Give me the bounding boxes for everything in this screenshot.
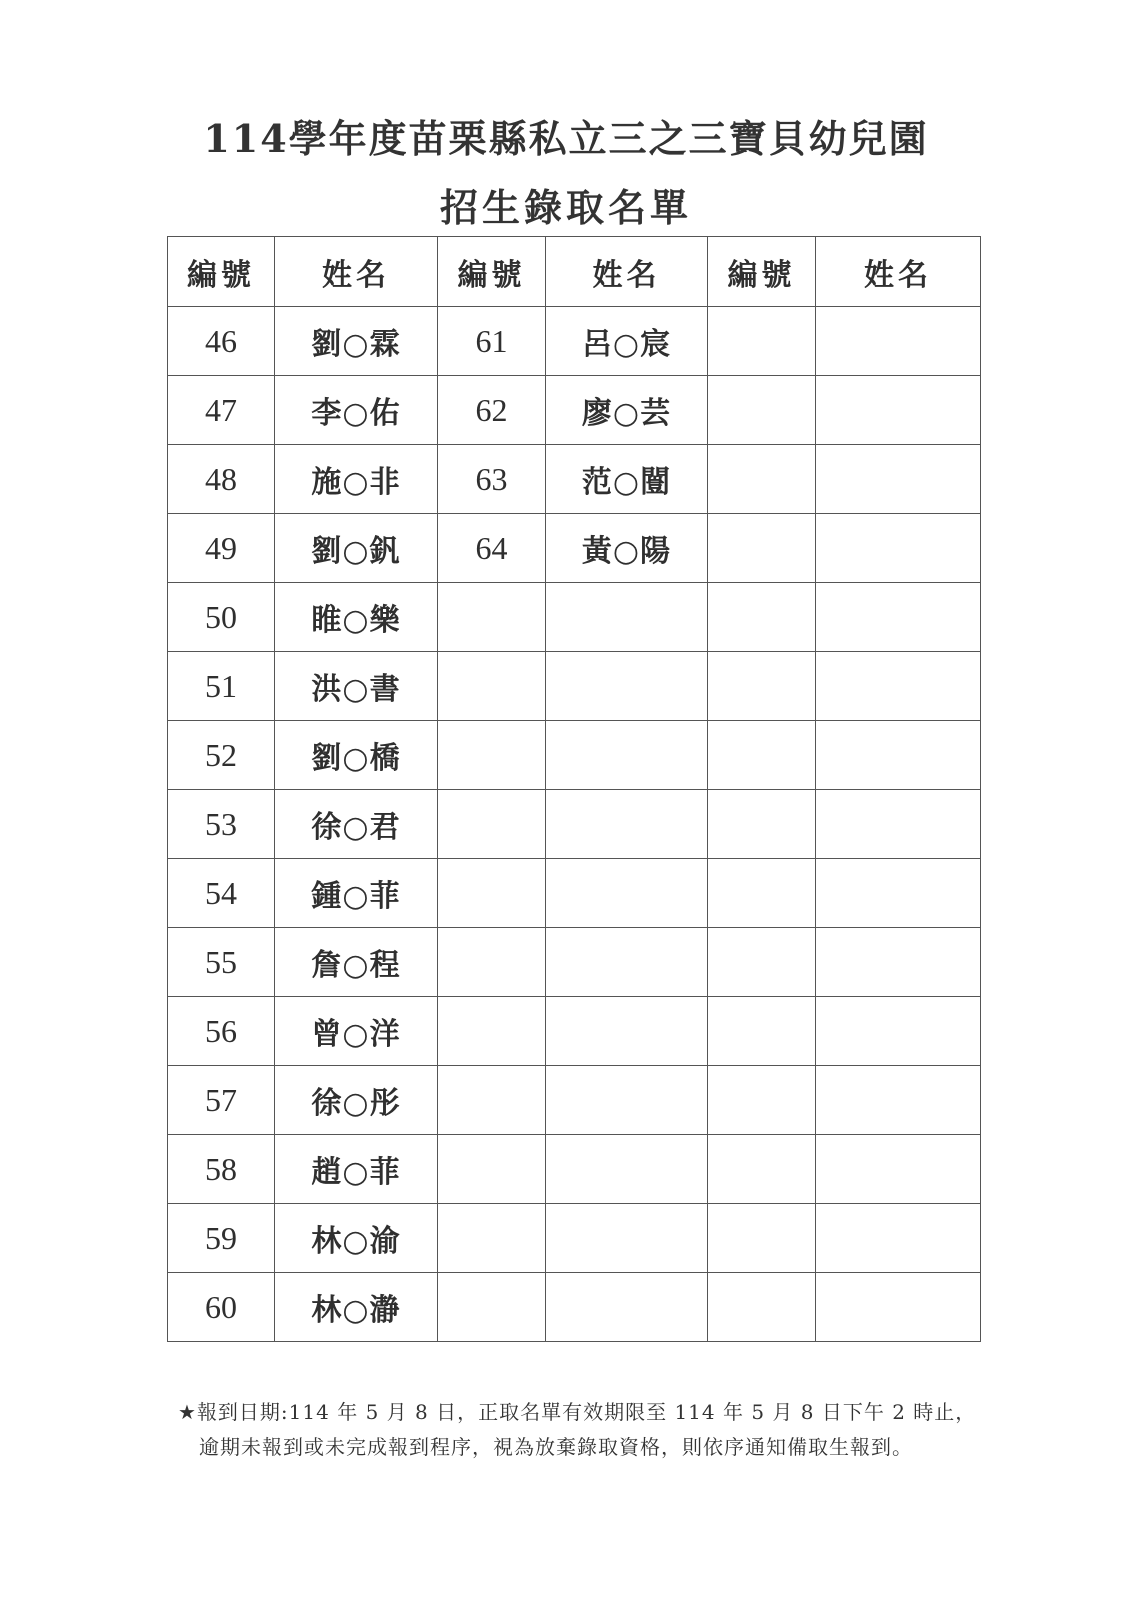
header-number-3: 編號: [708, 237, 816, 307]
cell-name: [816, 514, 981, 583]
cell-name: 呂○宸: [546, 307, 708, 376]
cell-number: 52: [168, 721, 275, 790]
cell-name: [546, 1135, 708, 1204]
table-row: [168, 1273, 981, 1342]
cell-name: 劉○霖: [275, 307, 438, 376]
cell-number: [438, 1204, 546, 1273]
cell-name: 林○瀞: [275, 1273, 438, 1342]
cell-number: [438, 859, 546, 928]
cell-number: 59: [168, 1204, 275, 1273]
cell-number: [438, 1135, 546, 1204]
table-row: [168, 514, 981, 583]
cell-number: [708, 1204, 816, 1273]
cell-name: 范○闓: [546, 445, 708, 514]
cell-name: [546, 1066, 708, 1135]
cell-number: 48: [168, 445, 275, 514]
cell-name: 徐○彤: [275, 1066, 438, 1135]
cell-name: 黃○陽: [546, 514, 708, 583]
cell-number: [438, 583, 546, 652]
table-row: [168, 376, 981, 445]
cell-number: [438, 790, 546, 859]
cell-name: [546, 790, 708, 859]
cell-name: [816, 583, 981, 652]
cell-number: [438, 721, 546, 790]
cell-number: [438, 652, 546, 721]
cell-number: [708, 445, 816, 514]
cell-name: [546, 1204, 708, 1273]
cell-name: [546, 721, 708, 790]
cell-name: [546, 652, 708, 721]
cell-number: [438, 928, 546, 997]
cell-name: [816, 1066, 981, 1135]
cell-name: 李○佑: [275, 376, 438, 445]
cell-number: 63: [438, 445, 546, 514]
header-number-2: 編號: [438, 237, 546, 307]
document-subtitle: 招生錄取名單: [439, 185, 692, 230]
header-number-1: 編號: [168, 237, 275, 307]
cell-name: 劉○釩: [275, 514, 438, 583]
cell-number: 51: [168, 652, 275, 721]
cell-number: 61: [438, 307, 546, 376]
table-row: [168, 790, 981, 859]
cell-name: 洪○書: [275, 652, 438, 721]
cell-name: [816, 790, 981, 859]
table-row: [168, 1204, 981, 1273]
cell-name: [816, 445, 981, 514]
cell-number: [438, 997, 546, 1066]
header-name-2: 姓名: [546, 237, 708, 307]
table-row: [168, 307, 981, 376]
cell-number: [708, 1273, 816, 1342]
cell-name: 劉○橋: [275, 721, 438, 790]
cell-name: [816, 1204, 981, 1273]
cell-name: [816, 1135, 981, 1204]
cell-number: 49: [168, 514, 275, 583]
cell-number: [708, 928, 816, 997]
cell-number: [708, 721, 816, 790]
cell-name: 詹○程: [275, 928, 438, 997]
cell-number: [708, 376, 816, 445]
cell-number: [708, 1066, 816, 1135]
cell-name: 鍾○菲: [275, 859, 438, 928]
cell-name: 林○渝: [275, 1204, 438, 1273]
cell-number: [438, 1066, 546, 1135]
cell-number: [708, 583, 816, 652]
star-icon: ★: [178, 1400, 197, 1424]
cell-number: 64: [438, 514, 546, 583]
table-body: [168, 307, 981, 1342]
cell-name: 曾○洋: [275, 997, 438, 1066]
cell-name: 廖○芸: [546, 376, 708, 445]
header-name-1: 姓名: [275, 237, 438, 307]
registration-note: [178, 1395, 998, 1465]
cell-name: [546, 1273, 708, 1342]
cell-name: 趙○菲: [275, 1135, 438, 1204]
cell-number: [708, 790, 816, 859]
note-line-1: 報到日期:114 年 5 月 8 日，正取名單有效期限至 114 年 5 月 8 日下午 2 時止，: [196, 1400, 977, 1424]
table-row: [168, 583, 981, 652]
cell-name: [816, 928, 981, 997]
cell-number: 55: [168, 928, 275, 997]
cell-name: 徐○君: [275, 790, 438, 859]
cell-name: [546, 928, 708, 997]
cell-number: 53: [168, 790, 275, 859]
table-row: [168, 859, 981, 928]
table-row: [168, 1135, 981, 1204]
table-header-row: [168, 237, 981, 307]
table-row: [168, 721, 981, 790]
table-row: [168, 445, 981, 514]
cell-number: [708, 997, 816, 1066]
cell-number: [708, 652, 816, 721]
cell-number: [708, 1135, 816, 1204]
cell-name: [816, 652, 981, 721]
header-name-3: 姓名: [816, 237, 981, 307]
cell-number: [708, 859, 816, 928]
cell-number: 47: [168, 376, 275, 445]
table-row: [168, 652, 981, 721]
table-row: [168, 997, 981, 1066]
cell-name: [816, 1273, 981, 1342]
cell-number: 62: [438, 376, 546, 445]
cell-name: 施○非: [275, 445, 438, 514]
cell-name: [816, 997, 981, 1066]
cell-name: [816, 307, 981, 376]
cell-number: [438, 1273, 546, 1342]
cell-number: 60: [168, 1273, 275, 1342]
cell-name: [816, 721, 981, 790]
cell-number: 56: [168, 997, 275, 1066]
table-row: [168, 1066, 981, 1135]
admission-table: [167, 236, 981, 1342]
cell-number: 57: [168, 1066, 275, 1135]
note-line-2: 逾期未報到或未完成報到程序，視為放棄錄取資格，則依序通知備取生報到。: [199, 1435, 913, 1459]
cell-number: 46: [168, 307, 275, 376]
cell-name: [816, 376, 981, 445]
cell-name: [816, 859, 981, 928]
cell-name: 睢○樂: [275, 583, 438, 652]
table-row: [168, 928, 981, 997]
cell-number: [708, 307, 816, 376]
cell-name: [546, 859, 708, 928]
document-title: 114學年度苗栗縣私立三之三寶貝幼兒園: [203, 116, 929, 161]
cell-name: [546, 583, 708, 652]
cell-number: 54: [168, 859, 275, 928]
cell-name: [546, 997, 708, 1066]
cell-number: 58: [168, 1135, 275, 1204]
cell-number: [708, 514, 816, 583]
cell-number: 50: [168, 583, 275, 652]
